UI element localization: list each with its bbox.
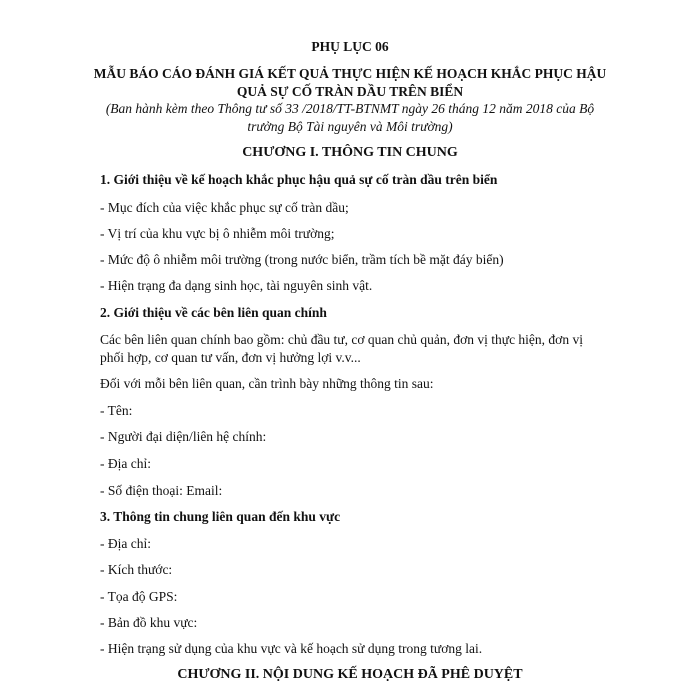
list-item: - Vị trí của khu vực bị ô nhiễm môi trường; (100, 226, 335, 241)
report-title-line-2: QUẢ SỰ CỐ TRÀN DẦU TRÊN BIỂN (236, 84, 464, 99)
list-item: - Mức độ ô nhiễm môi trường (trong nước biển, trầm tích bề mặt đáy biển) (100, 252, 504, 267)
list-item: - Người đại diện/liên hệ chính: (100, 429, 267, 444)
issuance-note-line-2: trưởng Bộ Tài nguyên và Môi trường) (247, 119, 453, 134)
list-item: - Hiện trạng đa dạng sinh học, tài nguyên sinh vật. (100, 278, 373, 293)
section-3-heading: 3. Thông tin chung liên quan đến khu vực (100, 509, 341, 524)
stakeholders-paragraph-line-1: Các bên liên quan chính bao gồm: chủ đầu tư, cơ quan chủ quản, đơn vị thực hiện, đơn vị (100, 332, 583, 347)
appendix-title: PHỤ LỤC 06 (311, 39, 389, 54)
list-item: - Kích thước: (100, 562, 173, 577)
list-item: - Tên: (100, 403, 133, 418)
issuance-note-line-1: (Ban hành kèm theo Thông tư số 33 /2018/TT-BTNMT ngày 26 tháng 12 năm 2018 của Bộ (105, 101, 595, 116)
list-item: - Địa chỉ: (100, 536, 151, 551)
list-item: - Số điện thoại: Email: (100, 483, 223, 498)
chapter-1-title: CHƯƠNG I. THÔNG TIN CHUNG (242, 145, 458, 160)
list-item: - Bản đồ khu vực: (100, 615, 198, 630)
report-title-line-1: MẪU BÁO CÁO ĐÁNH GIÁ KẾT QUẢ THỰC HIỆN KẾ HOẠCH KHẮC PHỤC HẬU (93, 66, 607, 81)
chapter-2-title: CHƯƠNG II. NỘI DUNG KẾ HOẠCH ĐÃ PHÊ DUYỆT (177, 667, 523, 682)
list-item: - Tọa độ GPS: (100, 589, 178, 604)
stakeholders-intro: Đối với mỗi bên liên quan, cần trình bày những thông tin sau: (100, 376, 434, 391)
section-2-heading: 2. Giới thiệu về các bên liên quan chính (100, 305, 327, 320)
section-1-heading: 1. Giới thiệu về kế hoạch khắc phục hậu quả sự cố tràn dầu trên biển (100, 172, 498, 187)
stakeholders-paragraph-line-2: phối hợp, cơ quan tư vấn, đơn vị hưởng lợi v.v... (100, 350, 361, 365)
list-item: - Hiện trạng sử dụng của khu vực và kế hoạch sử dụng trong tương lai. (100, 641, 483, 656)
list-item: - Mục đích của việc khắc phục sự cố tràn dầu; (100, 200, 349, 215)
list-item: - Địa chỉ: (100, 456, 151, 471)
